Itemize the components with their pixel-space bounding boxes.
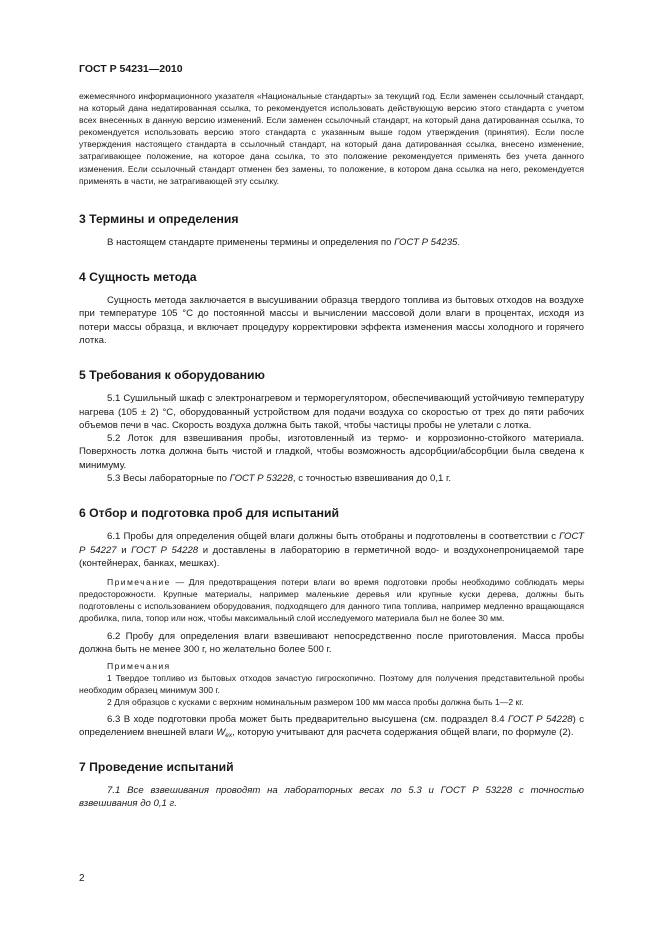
- section-7-1-paragraph: 7.1 Все взвешивания проводят на лабораторных весах по 5.3 и ГОСТ Р 53228 с точностью взвешивания до 0,1 г.: [79, 785, 584, 810]
- section-3-title: 3 Термины и определения: [79, 211, 239, 226]
- section-3-paragraph: В настоящем стандарте применены термины и определения по ГОСТ Р 54235.: [107, 236, 461, 248]
- section-5-title: 5 Требования к оборудованию: [79, 368, 265, 383]
- section-6-title: 6 Отбор и подготовка проб для испытаний: [79, 506, 340, 521]
- note-1: 1 Твердое топливо из бытовых отходов зачастую гигроскопично. Поэтому для получения представительной пробы необходим образец минимум 300 г.: [79, 673, 584, 696]
- notes-label: Примечания: [107, 661, 171, 672]
- section-6-3-paragraph: 6.3 В ходе подготовки проба может быть предварительно высушена (см. подраздел 8.4 ГОСТ Р 54228) с определением внешней влаги $W_{ex}$, которую учитывают для расчета содержания общей влаги, по формуле (2).: [79, 713, 584, 739]
- note-label: Примечание: [107, 577, 171, 588]
- symbol-w-subscript: ex: [225, 731, 233, 739]
- section-4-paragraph: Сущность метода заключается в высушивании образца твердого топлива из бытовых отходов на воздухе при температуре 105 °С до постоянной массы и вычислении массовой доли влаги в процентах, исходя из потери массы образца, и включает процедуру корректировки эффекта изменения массы холодного и горячего лотка.: [79, 295, 584, 346]
- symbol-w: W: [216, 726, 226, 738]
- section-5-1-paragraph: 5.1 Сушильный шкаф с электронагревом и терморегулятором, обеспечивающий устойчивую температуру нагрева (105 ± 2) °С, оборудованный устройством для подачи воздуха со скоростью от трех до пяти рабочих объемов печи в час. Скорость воздуха должна быть такой, чтобы частицы пробы не улетали с лотка.: [79, 393, 584, 431]
- section-6-1-paragraph: 6.1 Пробы для определения общей влаги должны быть отобраны и подготовлены в соответствии с ГОСТ Р 54227 и ГОСТ Р 54228 и доставлены в лабораторию в герметичной водо- и воздухонепроницаемой таре (контейнерах, банках, мешках).: [79, 531, 584, 569]
- section-5-2-paragraph: 5.2 Лоток для взвешивания пробы, изготовленный из термо- и коррозионно-стойкого материала. Поверхность лотка должна быть чистой и гладкой, чтобы возможность адсорбции/абсорбции была сведена к минимуму.: [79, 433, 584, 471]
- document-header: ГОСТ Р 54231—2010: [79, 63, 183, 75]
- section-5-3-paragraph: 5.3 Весы лабораторные по ГОСТ Р 53228, с точностью взвешивания до 0,1 г.: [107, 473, 452, 485]
- note-2: 2 Для образцов с кусками с верхним номинальным размером 100 мм масса пробы должна быть 1—2 кг.: [107, 697, 524, 708]
- page-number: 2: [79, 873, 85, 884]
- ref-gost-54228-b: ГОСТ Р 54228: [507, 713, 573, 725]
- document-body: [79, 90, 584, 811]
- section-6-2-paragraph: 6.2 Пробу для определения влаги взвешивают непосредственно после приготовления. Масса пробы должна быть не менее 300 г, но желательно более 500 г.: [79, 630, 584, 655]
- ref-gost-54228: ГОСТ Р 54228: [131, 544, 199, 556]
- intro-paragraph: ежемесячного информационного указателя «Национальные стандарты» за текущий год. Если заменен ссылочный стандарт, на который дана недатированная ссылка, то рекомендуется использовать действующую версию этого стандарта с учетом всех внесенных в данную версию изменений. Если заменен ссылочный стандарт, на который дана датированная ссылка, то рекомендуется использовать версию этого стандарта с указанным выше годом утверждения (принятия). Если после утверждения настоящего стандарта в ссылочный стандарт, на который дана датированная ссылка, внесено изменение, затрагивающее положение, на которое дана ссылка, то это положение рекомендуется применять без учета данного изменения. Если ссылочный стандарт отменен без замены, то положение, в котором дана ссылка на него, рекомендуется применять в части, не затрагивающей эту ссылку.: [79, 91, 584, 186]
- section-7-title: 7 Проведение испытаний: [79, 760, 234, 775]
- ref-gost-53228: ГОСТ Р 53228: [229, 473, 293, 485]
- section-6-note: Примечание — Для предотвращения потери влаги во время подготовки пробы необходимо соблюдать меры предосторожности. Крупные материалы, например маленькие деревья или крупные куски дерева, должны быть подготовлены с использованием оборудования, подходящего для данного типа топлива, например медленно вращающаяся дробилка, пила, топор или нож, чтобы максимальный слой исследуемого материала был не более 30 мм.: [79, 577, 584, 624]
- section-4-title: 4 Сущность метода: [79, 270, 197, 285]
- ref-gost-54235: ГОСТ Р 54235: [394, 236, 458, 248]
- ref-gost-54227: ГОСТ Р 54227: [79, 531, 584, 556]
